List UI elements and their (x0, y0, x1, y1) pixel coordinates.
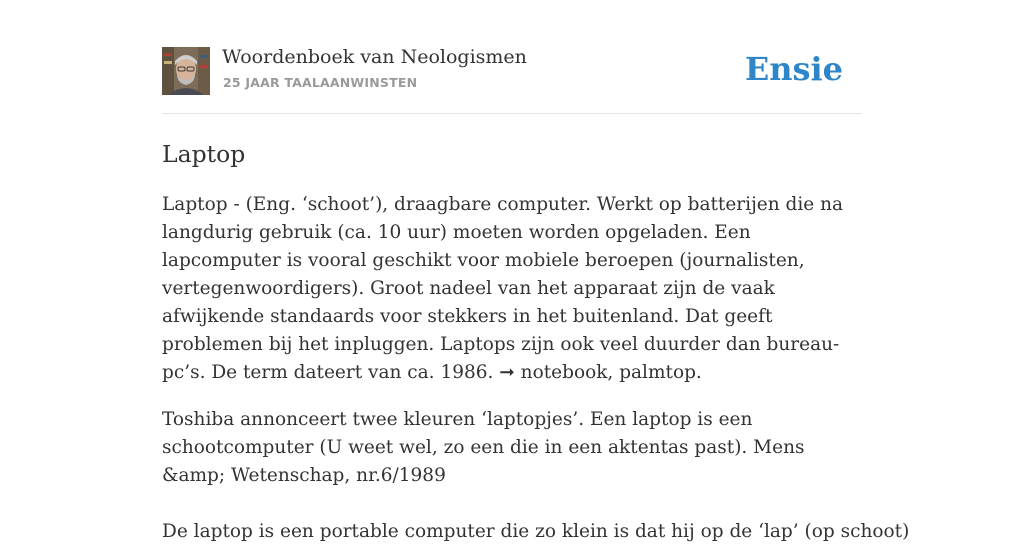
author-name[interactable]: Woordenboek van Neologismen (222, 46, 527, 68)
author-subtitle: 25 JAAR TAALAANWINSTEN (223, 75, 418, 90)
entry-definition: Laptop - (Eng. ‘schoot’), draagbare computer. Werkt op batterijen die na langdurig gebruik (ca. 10 uur) moeten worden opgeladen. Een lapcomputer is vooral geschikt voor mobiele beroepen (journalisten, vertegenwoordigers). Groot nadeel van het apparaat zijn de vaak afwijkende standaards voor stekkers in het buitenland. Dat geeft problemen bij het inpluggen. Laptops zijn ook veel duurder dan bureau-pc’s. De term dateert van ca. 1986. ➞ notebook, palmtop. (162, 194, 844, 383)
author-portrait-icon (162, 47, 210, 95)
page (162, 0, 910, 546)
entry-paragraph: De laptop is een portable computer die zo klein is dat hij op de ‘lap’ (op schoot) (162, 521, 910, 542)
brand-logo-link[interactable]: Ensie (744, 50, 843, 88)
entry-citation: Toshiba annonceert twee kleuren ‘laptopjes’. Een laptop is een schootcomputer (U weet wel, zo een die in een aktentas past). Mens &amp; Wetenschap, nr.6/1989 (162, 409, 805, 486)
author-avatar[interactable] (162, 47, 210, 95)
entry-title: Laptop (162, 140, 246, 168)
page-header (162, 0, 862, 114)
